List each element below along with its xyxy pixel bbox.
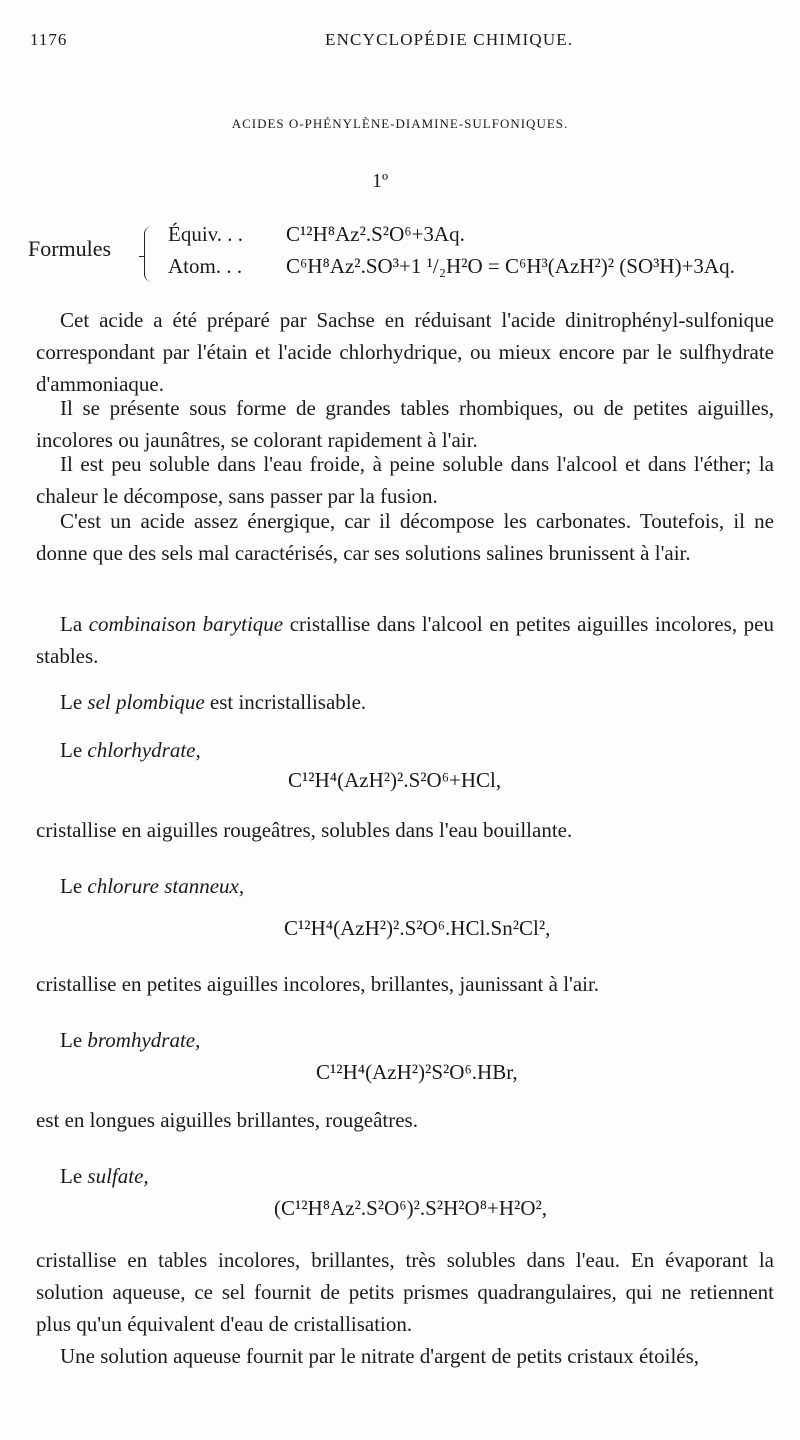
paragraph-barytique	[36, 608, 774, 672]
chlorhydrate-formula: C¹²H⁴(AzH²)².S²O⁶+HCl,	[288, 768, 502, 792]
page-number: 1176	[30, 30, 68, 49]
chlorhydrate-heading	[60, 738, 201, 763]
sulfate-formula: (C¹²H⁸Az².S²O⁶)².S²H²O⁸+H²O²,	[274, 1196, 548, 1220]
plombique-term: sel plombique	[87, 690, 205, 714]
sulfate-continuation: Une solution aqueuse fournit par le nitrate d'argent de petits cristaux étoilés,	[60, 1344, 700, 1368]
chlorhydrate-description: cristallise en aiguilles rougeâtres, solubles dans l'eau bouillante.	[36, 818, 573, 842]
paragraph-description: Il se présente sous forme de grandes tables rhombiques, ou de petites aiguilles, incolores ou jaunâtres, se colorant rapidement à l'air.	[36, 396, 774, 452]
formula-row-equiv-label: Équiv. . .	[168, 222, 244, 246]
chlorure-heading	[60, 874, 244, 899]
bromhydrate-prefix: Le	[60, 1028, 88, 1052]
formula-row-equiv: C¹²H⁸Az².S²O⁶+3Aq.	[286, 222, 465, 246]
page-header	[30, 30, 770, 54]
running-title: ENCYCLOPÉDIE CHIMIQUE.	[325, 30, 574, 49]
chlorure-prefix: Le	[60, 874, 88, 898]
formula-row-atom: C⁶H⁸Az².SO³+1 ¹/₂H²O = C⁶H³(AzH²)² (SO³H)+3Aq.	[286, 254, 735, 278]
barytique-prefix: La	[60, 612, 89, 636]
chlorhydrate-prefix: Le	[60, 738, 88, 762]
chlorure-formula: C¹²H⁴(AzH²)².S²O⁶.HCl.Sn²Cl²,	[284, 916, 551, 940]
section-title: ACIDES O-PHÉNYLÈNE-DIAMINE-SULFONIQUES.	[231, 116, 569, 131]
sulfate-description: cristallise en tables incolores, brillantes, très solubles dans l'eau. En évaporant la solution aqueuse, ce sel fournit de petits prismes quadrangulaires, qui ne retiennent plus qu'un équivalent d'eau de cristallisation.	[36, 1248, 774, 1336]
plombique-prefix: Le	[60, 690, 88, 714]
plombique-text: est incristallisable.	[204, 690, 367, 714]
section-number: 1º	[372, 170, 389, 192]
chlorhydrate-name: chlorhydrate,	[87, 738, 201, 762]
bromhydrate-name: bromhydrate,	[87, 1028, 201, 1052]
bromhydrate-heading	[60, 1028, 200, 1053]
formula-row-atom-label: Atom. . .	[168, 254, 243, 278]
formulas-label: Formules	[28, 236, 112, 261]
formula-brace-tip	[139, 250, 145, 257]
chlorure-description: cristallise en petites aiguilles incolores, brillantes, jaunissant à l'air.	[36, 972, 600, 996]
sulfate-heading	[60, 1164, 149, 1189]
sulfate-prefix: Le	[60, 1164, 88, 1188]
chlorure-name: chlorure stanneux,	[87, 874, 245, 898]
sulfate-name: sulfate,	[87, 1164, 149, 1188]
bromhydrate-formula: C¹²H⁴(AzH²)²S²O⁶.HBr,	[316, 1060, 518, 1084]
paragraph-preparation: Cet acide a été préparé par Sachse en réduisant l'acide dinitrophényl-sulfonique correspondant par l'étain et l'acide chlorhydrique, ou mieux encore par le sulfhydrate d'ammoniaque.	[36, 308, 774, 396]
formula-brace	[144, 226, 155, 282]
barytique-text: cristallise dans l'alcool en petites aiguilles incolores, peu stables.	[36, 612, 774, 668]
paragraph-solubility: Il est peu soluble dans l'eau froide, à peine soluble dans l'alcool et dans l'éther; la chaleur le décompose, sans passer par la fusion.	[36, 452, 774, 508]
paragraph-acidity: C'est un acide assez énergique, car il décompose les carbonates. Toutefois, il ne donne que des sels mal caractérisés, car ses solutions salines brunissent à l'air.	[36, 509, 774, 565]
paragraph-plombique	[36, 686, 774, 718]
bromhydrate-description: est en longues aiguilles brillantes, rougeâtres.	[36, 1108, 418, 1132]
barytique-term: combinaison barytique	[88, 612, 284, 636]
